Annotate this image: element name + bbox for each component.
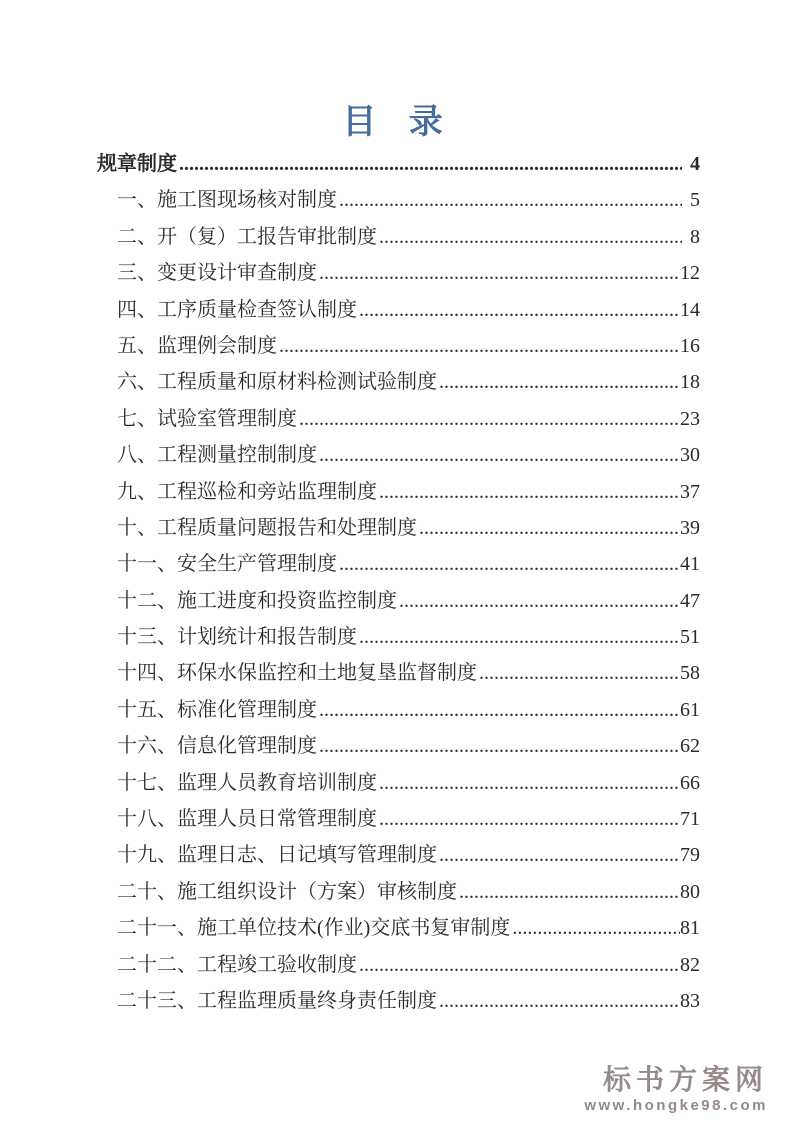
toc-entry[interactable]: [97, 947, 700, 983]
toc-entry-label: 十三、计划统计和报告制度: [117, 626, 357, 649]
toc-entry-page: 82: [680, 953, 700, 976]
toc-leader-dots: [317, 728, 680, 764]
toc-entry-label: 十八、监理人员日常管理制度: [117, 808, 377, 831]
toc-entry-label: 十、工程质量问题报告和处理制度: [117, 516, 417, 539]
toc-entry-label: 十九、监理日志、日记填写管理制度: [117, 844, 437, 867]
toc-entry-page: 83: [680, 989, 700, 1012]
toc-leader-dots: [437, 837, 680, 873]
toc-leader-dots: [357, 292, 680, 328]
toc-entry-page: 62: [680, 735, 700, 758]
toc-entry-label: 二十、施工组织设计（方案）审核制度: [117, 880, 457, 903]
toc-entry-label: 六、工程质量和原材料检测试验制度: [117, 371, 437, 394]
toc-entry[interactable]: [97, 801, 700, 837]
toc-leader-dots: [377, 765, 680, 801]
toc-entry-label: 二十三、工程监理质量终身责任制度: [117, 989, 437, 1012]
toc-leader-dots: [317, 437, 680, 473]
toc-entry-page: 37: [680, 480, 700, 503]
toc-entry-label: 十七、监理人员教育培训制度: [117, 771, 377, 794]
toc-entry[interactable]: [97, 546, 700, 582]
toc-entry-page: 18: [680, 371, 700, 394]
toc-entry[interactable]: [97, 474, 700, 510]
toc-entry[interactable]: [97, 328, 700, 364]
toc-leader-dots: [317, 255, 680, 291]
toc-entry-label: 十一、安全生产管理制度: [117, 553, 337, 576]
toc-entry-page: 5: [690, 189, 700, 212]
toc-entry-page: 39: [680, 516, 700, 539]
watermark: [584, 1065, 768, 1114]
toc-entry-page: 8: [690, 225, 700, 248]
watermark-site-name: 标书方案网: [602, 1063, 768, 1095]
toc-leader-dots: [457, 874, 680, 910]
toc-entry-page: 41: [680, 553, 700, 576]
toc-entry[interactable]: [97, 837, 700, 873]
toc-entry-page: 47: [680, 589, 700, 612]
toc-entry-page: 23: [680, 407, 700, 430]
toc-leader-dots: [357, 947, 680, 983]
page-title: 目 录: [342, 104, 455, 141]
toc-leader-dots: [337, 182, 682, 218]
toc-leader-dots: [357, 619, 680, 655]
toc-entry-label: 三、变更设计审查制度: [117, 262, 317, 285]
toc-leader-dots: [277, 328, 680, 364]
toc-entry[interactable]: [97, 255, 700, 291]
toc-entry[interactable]: [97, 182, 700, 218]
toc-leader-dots: [477, 655, 680, 691]
toc-entry[interactable]: [97, 728, 700, 764]
toc-leader-dots: [397, 583, 680, 619]
toc-entry[interactable]: [97, 146, 700, 182]
toc-entry-label: 十二、施工进度和投资监控制度: [117, 589, 397, 612]
toc-entry-label: 十五、标准化管理制度: [117, 698, 317, 721]
toc-entry-page: 12: [680, 262, 700, 285]
toc-entry-label: 四、工序质量检查签认制度: [117, 298, 357, 321]
toc-entry-label: 十六、信息化管理制度: [117, 735, 317, 758]
toc-leader-dots: [317, 692, 680, 728]
toc-entry-page: 79: [680, 844, 700, 867]
watermark-url: www.hongke98.com: [584, 1096, 768, 1114]
toc-list: [97, 146, 700, 1019]
toc-entry-page: 58: [680, 662, 700, 685]
toc-entry[interactable]: [97, 364, 700, 400]
toc-entry-label: 八、工程测量控制制度: [117, 444, 317, 467]
toc-leader-dots: [377, 474, 680, 510]
toc-entry-page: 80: [680, 880, 700, 903]
toc-leader-dots: [377, 801, 680, 837]
toc-entry[interactable]: [97, 401, 700, 437]
toc-entry[interactable]: [97, 655, 700, 691]
toc-entry-page: 66: [680, 771, 700, 794]
toc-leader-dots: [417, 510, 680, 546]
toc-entry-label: 九、工程巡检和旁站监理制度: [117, 480, 377, 503]
toc-entry[interactable]: [97, 692, 700, 728]
toc-entry-label: 二十二、工程竣工验收制度: [117, 953, 357, 976]
toc-entry[interactable]: [97, 983, 700, 1019]
toc-entry[interactable]: [97, 292, 700, 328]
toc-leader-dots: [437, 364, 680, 400]
toc-entry-page: 30: [680, 444, 700, 467]
toc-leader-dots: [297, 401, 680, 437]
toc-entry[interactable]: [97, 874, 700, 910]
toc-entry-label: 十四、环保水保监控和土地复垦监督制度: [117, 662, 477, 685]
toc-entry[interactable]: [97, 437, 700, 473]
toc-entry-label: 二十一、施工单位技术(作业)交底书复审制度: [117, 917, 511, 940]
toc-leader-dots: [337, 546, 680, 582]
toc-entry[interactable]: [97, 910, 700, 946]
toc-leader-dots: [437, 983, 680, 1019]
toc-entry-page: 14: [680, 298, 700, 321]
toc-entry[interactable]: [97, 765, 700, 801]
toc-leader-dots: [510, 910, 680, 946]
toc-entry-page: 61: [680, 698, 700, 721]
toc-entry-label: 规章制度: [97, 153, 177, 175]
toc-leader-dots: [377, 219, 682, 255]
toc-entry[interactable]: [97, 219, 700, 255]
toc-entry-label: 一、施工图现场核对制度: [117, 189, 337, 212]
toc-entry[interactable]: [97, 583, 700, 619]
toc-entry[interactable]: [97, 510, 700, 546]
toc-entry[interactable]: [97, 619, 700, 655]
toc-entry-page: 16: [680, 334, 700, 357]
toc-entry-label: 七、试验室管理制度: [117, 407, 297, 430]
toc-entry-page: 71: [680, 808, 700, 831]
toc-entry-page: 81: [680, 917, 700, 940]
toc-entry-label: 二、开（复）工报告审批制度: [117, 225, 377, 248]
toc-entry-page: 51: [680, 626, 700, 649]
toc-entry-page: 4: [690, 153, 700, 175]
toc-entry-label: 五、监理例会制度: [117, 334, 277, 357]
toc-leader-dots: [177, 146, 682, 182]
